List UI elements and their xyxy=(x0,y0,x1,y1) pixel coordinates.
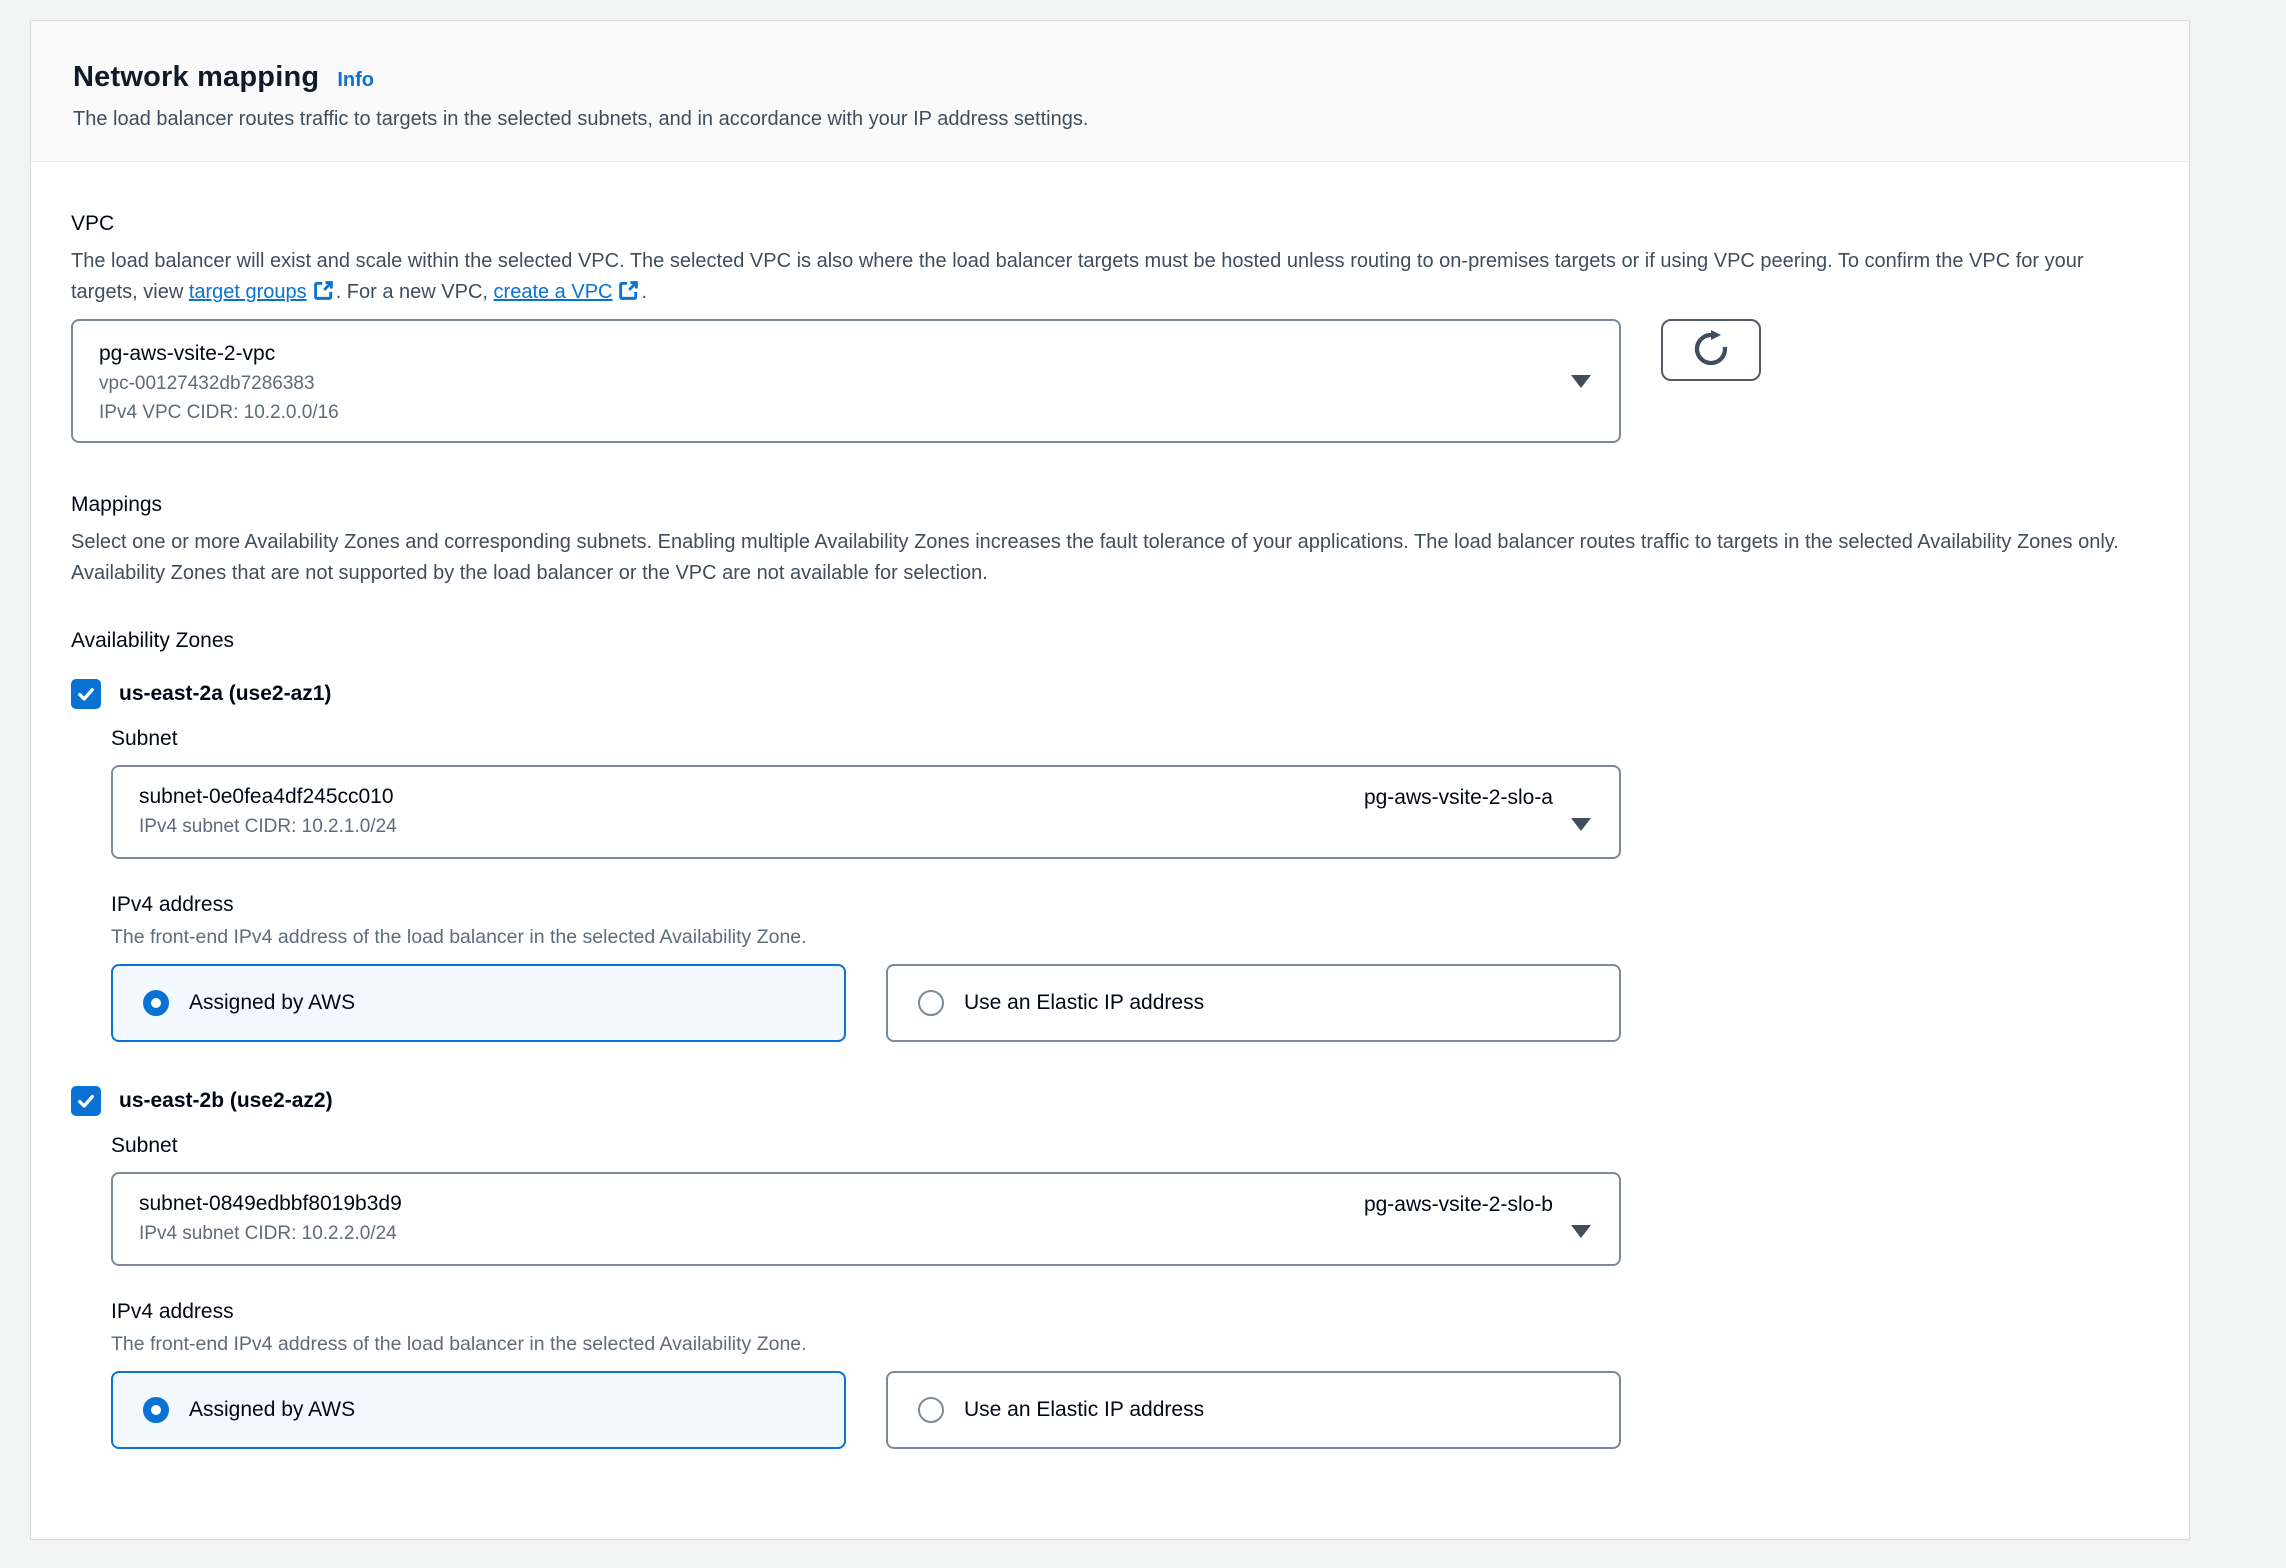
ipv4-option-label: Use an Elastic IP address xyxy=(964,1398,1205,1421)
subnet-select-id: subnet-0e0fea4df245cc010 xyxy=(139,785,394,808)
info-link[interactable]: Info xyxy=(337,69,374,91)
target-groups-link[interactable]: target groups xyxy=(188,281,307,303)
vpc-select-name: pg-aws-vsite-2-vpc xyxy=(99,342,276,365)
ipv4-option-label: Use an Elastic IP address xyxy=(964,991,1205,1014)
zone-body-us-east-2b xyxy=(111,1130,2149,1449)
panel-header xyxy=(31,21,2189,162)
ipv4-option-elastic-ip[interactable] xyxy=(886,964,1621,1042)
zone-checkbox-checked[interactable] xyxy=(71,679,101,709)
vpc-label: VPC xyxy=(71,212,115,235)
refresh-button[interactable] xyxy=(1661,319,1761,381)
vpc-select[interactable] xyxy=(71,319,1621,443)
subnet-select-id: subnet-0849edbbf8019b3d9 xyxy=(139,1192,402,1215)
mappings-description: Select one or more Availability Zones and corresponding subnets. Enabling multiple Availability Zones increases the fault tolerance of your applications. The load balancer routes traffic to targets in the selected Availability Zones only. Availability Zones that are not supported by the load balancer or the VPC are not available for selection. xyxy=(71,531,2119,584)
ipv4-option-elastic-ip[interactable] xyxy=(886,1371,1621,1449)
page-title: Network mapping xyxy=(73,61,320,93)
panel-subtitle: The load balancer routes traffic to targets in the selected subnets, and in accordance with your IP address settings. xyxy=(73,108,1089,130)
chevron-down-icon xyxy=(1571,818,1591,831)
vpc-desc-part2: . For a new VPC, xyxy=(335,281,488,303)
subnet-select-name: pg-aws-vsite-2-slo-b xyxy=(1363,1193,1553,1216)
ipv4-option-label: Assigned by AWS xyxy=(189,1398,356,1421)
vpc-desc-part3: . xyxy=(641,281,648,303)
ipv4-option-assigned-by-aws[interactable] xyxy=(111,964,846,1042)
zone-label: us-east-2a (use2-az1) xyxy=(119,682,332,705)
ipv4-address-description: The front-end IPv4 address of the load balancer in the selected Availability Zone. xyxy=(111,926,807,948)
availability-zones-label: Availability Zones xyxy=(71,629,235,652)
subnet-label: Subnet xyxy=(111,1134,178,1157)
chevron-down-icon xyxy=(1571,375,1591,388)
subnet-select-name: pg-aws-vsite-2-slo-a xyxy=(1363,786,1553,809)
network-mapping-panel xyxy=(30,20,2190,1540)
vpc-select-id: vpc-00127432db7286383 xyxy=(99,373,315,394)
zone-label: us-east-2b (use2-az2) xyxy=(119,1089,333,1112)
vpc-description xyxy=(71,246,2121,311)
ipv4-address-description: The front-end IPv4 address of the load balancer in the selected Availability Zone. xyxy=(111,1333,807,1355)
subnet-select-cidr: IPv4 subnet CIDR: 10.2.2.0/24 xyxy=(139,1223,397,1244)
vpc-select-cidr: IPv4 VPC CIDR: 10.2.0.0/16 xyxy=(99,402,339,423)
subnet-select[interactable] xyxy=(111,1172,1621,1266)
zone-checkbox-checked[interactable] xyxy=(71,1086,101,1116)
radio-unselected-icon[interactable] xyxy=(918,990,944,1016)
zone-row-us-east-2a xyxy=(71,679,2149,709)
ipv4-address-label: IPv4 address xyxy=(111,1300,234,1323)
mappings-label: Mappings xyxy=(71,493,163,516)
ipv4-option-label: Assigned by AWS xyxy=(189,991,356,1014)
refresh-icon xyxy=(1691,329,1731,372)
external-link-icon xyxy=(618,280,639,311)
ipv4-option-assigned-by-aws[interactable] xyxy=(111,1371,846,1449)
external-link-icon xyxy=(313,280,334,311)
panel-content xyxy=(31,162,2189,1449)
subnet-label: Subnet xyxy=(111,727,178,750)
subnet-select-cidr: IPv4 subnet CIDR: 10.2.1.0/24 xyxy=(139,816,397,837)
subnet-select[interactable] xyxy=(111,765,1621,859)
radio-selected-icon[interactable] xyxy=(143,990,169,1016)
chevron-down-icon xyxy=(1571,1225,1591,1238)
ipv4-address-label: IPv4 address xyxy=(111,893,234,916)
create-vpc-link[interactable]: create a VPC xyxy=(493,281,613,303)
zone-row-us-east-2b xyxy=(71,1086,2149,1116)
zone-body-us-east-2a xyxy=(111,723,2149,1042)
radio-unselected-icon[interactable] xyxy=(918,1397,944,1423)
vpc-desc-part1: The load balancer will exist and scale within the selected VPC. The selected VPC is also where the load balancer targets must be hosted unless routing to on-premises targets or if using VPC peering. To confirm the VPC for your targets, view xyxy=(71,250,2084,303)
radio-selected-icon[interactable] xyxy=(143,1397,169,1423)
